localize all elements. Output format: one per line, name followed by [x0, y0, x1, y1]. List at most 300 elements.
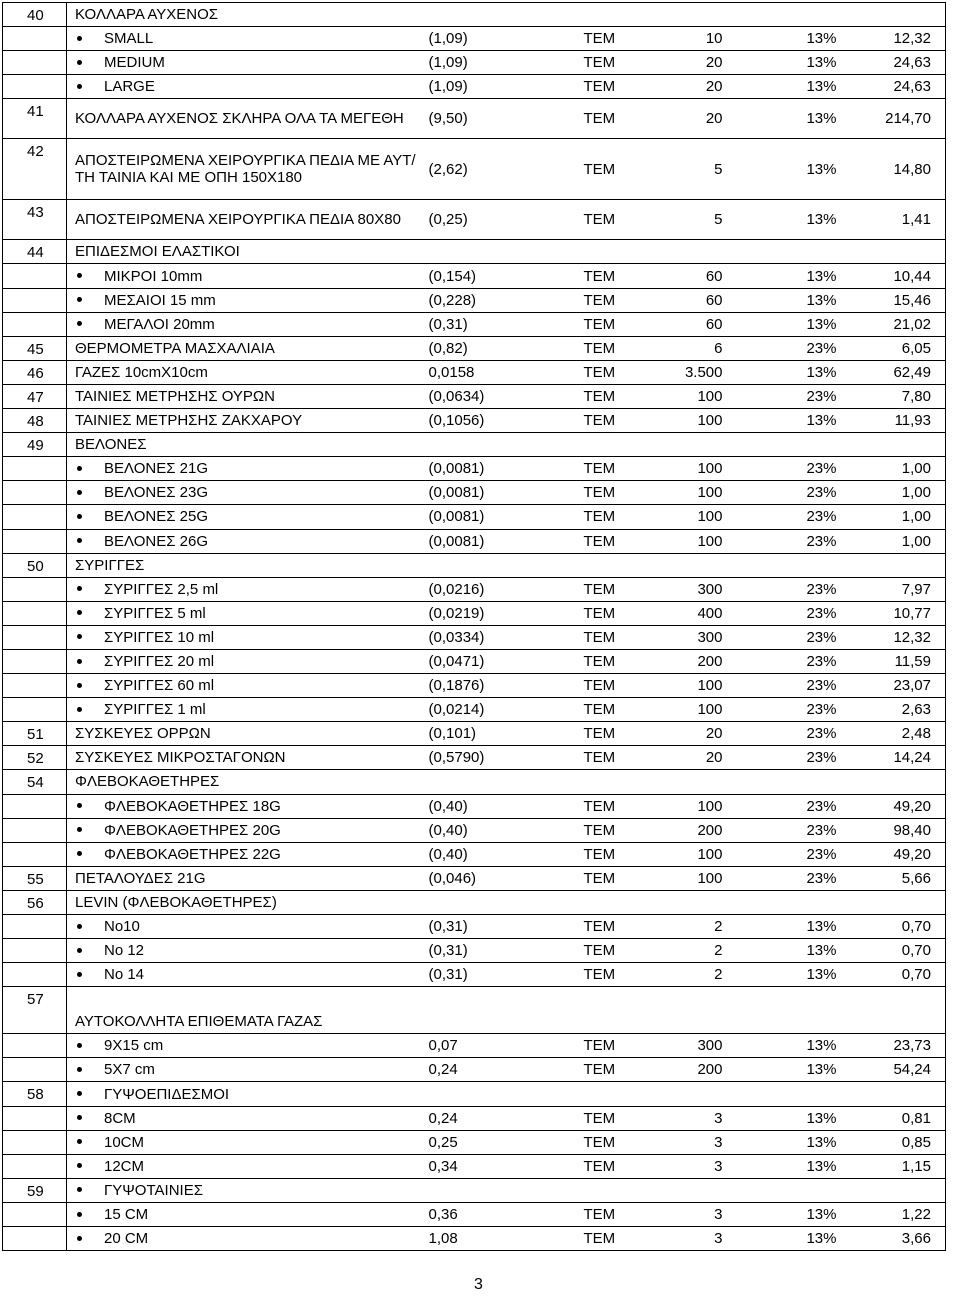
description-cell [67, 770, 423, 794]
code-cell-text: (2,62) [428, 160, 468, 178]
unit-cell [550, 601, 665, 625]
description-text: SMALL [104, 30, 154, 48]
code-cell [423, 529, 550, 553]
unit-cell [550, 3, 665, 27]
code-cell [423, 75, 550, 99]
code-cell [423, 99, 550, 139]
description-cell [67, 312, 423, 336]
unit-cell-text: ΤΕΜ [583, 918, 616, 936]
price-cell-text: 23,07 [893, 677, 931, 695]
bullet-icon [77, 1091, 82, 1096]
description-text: ΒΕΛΟΝΕΣ 23G [104, 484, 209, 502]
description-text: ΓΥΨΟΤΑΙΝΙΕΣ [104, 1181, 203, 1199]
price-cell [847, 139, 946, 200]
price-cell [847, 915, 946, 939]
description-text: Nο 14 [104, 966, 145, 984]
description-cell [67, 1227, 423, 1251]
item-number-cell [3, 1058, 67, 1082]
item-number-cell [3, 75, 67, 99]
code-cell [423, 51, 550, 75]
code-cell [423, 3, 550, 27]
code-cell [423, 842, 550, 866]
unit-cell [550, 890, 665, 914]
code-cell [423, 866, 550, 890]
unit-cell [550, 240, 665, 264]
quantity-cell-text: 10 [705, 30, 723, 48]
code-cell-text: (0,40) [428, 845, 468, 863]
code-cell-text: (0,40) [428, 797, 468, 815]
quantity-cell [665, 481, 765, 505]
unit-cell-text: ΤΕΜ [583, 78, 616, 96]
description-text: 8CM [104, 1109, 136, 1127]
price-cell [847, 99, 946, 139]
code-cell-text: 1,08 [428, 1230, 458, 1248]
item-number-cell [3, 336, 67, 360]
description-cell [67, 939, 423, 963]
vat-cell-text: 23% [806, 701, 837, 719]
price-cell [847, 1082, 946, 1106]
description-cell [67, 384, 423, 408]
item-number-cell [3, 384, 67, 408]
item-number-cell-text: 50 [27, 557, 44, 575]
item-number-cell [3, 457, 67, 481]
price-cell [847, 601, 946, 625]
unit-cell-text: ΤΕΜ [583, 677, 616, 695]
price-cell-text: 62,49 [893, 363, 931, 381]
quantity-cell [665, 75, 765, 99]
vat-cell-text: 13% [806, 1230, 837, 1248]
description-text: ΓΑΖΕΣ 10cmX10cm [75, 363, 208, 381]
description-cell [67, 746, 423, 770]
description-cell [67, 866, 423, 890]
quantity-cell-text: 400 [697, 604, 723, 622]
price-cell [847, 200, 946, 240]
bullet-icon [77, 634, 82, 639]
unit-cell [550, 1130, 665, 1154]
price-cell [847, 288, 946, 312]
item-number-cell-text: 49 [27, 437, 44, 455]
price-cell-text: 1,00 [901, 532, 931, 550]
code-cell [423, 890, 550, 914]
description-cell [67, 674, 423, 698]
item-number-cell [3, 674, 67, 698]
quantity-cell [665, 336, 765, 360]
unit-cell-text: ΤΕΜ [583, 1037, 616, 1055]
table-row [3, 625, 946, 649]
price-cell-text: 0,70 [901, 918, 931, 936]
quantity-cell-text: 100 [697, 869, 723, 887]
vat-cell-text: 13% [806, 211, 837, 229]
unit-cell-text: ΤΕΜ [583, 749, 616, 767]
price-cell [847, 866, 946, 890]
unit-cell [550, 987, 665, 1034]
unit-cell-text: ΤΕΜ [583, 1230, 616, 1248]
description-text: ΒΕΛΟΝΕΣ 26G [104, 532, 209, 550]
table-row [3, 457, 946, 481]
unit-cell-text: ΤΕΜ [583, 339, 616, 357]
quantity-cell-text: 100 [697, 845, 723, 863]
quantity-cell [665, 1034, 765, 1058]
description-text: ΑΠΟΣΤΕΙΡΩΜΕΝΑ ΧΕΙΡΟΥΡΓΙΚΑ ΠΕΔΙΑ 80Χ80 [75, 211, 401, 229]
unit-cell [550, 139, 665, 200]
quantity-cell [665, 1227, 765, 1251]
unit-cell-text: ΤΕΜ [583, 653, 616, 671]
bullet-icon [77, 948, 82, 953]
quantity-cell [665, 1106, 765, 1130]
vat-cell-text: 13% [806, 942, 837, 960]
quantity-cell [665, 505, 765, 529]
table-row [3, 240, 946, 264]
vat-cell-text: 23% [806, 460, 837, 478]
unit-cell [550, 1058, 665, 1082]
vat-cell-text: 23% [806, 869, 837, 887]
description-text: ΣΥΡΙΓΓΕΣ [75, 556, 145, 574]
description-text: ΣΥΡΙΓΓΕΣ 60 ml [104, 677, 215, 695]
price-cell-text: 0,70 [901, 966, 931, 984]
description-text: ΒΕΛΟΝΕΣ 25G [104, 508, 209, 526]
price-cell-text: 1,00 [901, 484, 931, 502]
vat-cell-text: 23% [806, 508, 837, 526]
price-cell [847, 674, 946, 698]
vat-cell-text: 23% [806, 821, 837, 839]
quantity-cell [665, 457, 765, 481]
code-cell [423, 601, 550, 625]
description-text: ΦΛΕΒΟΚΑΘΕΤΗΡΕΣ 22G [104, 845, 281, 863]
vat-cell-text: 13% [806, 315, 837, 333]
price-cell [847, 794, 946, 818]
unit-cell [550, 75, 665, 99]
vat-cell-text: 23% [806, 580, 837, 598]
vat-cell [765, 1106, 847, 1130]
quantity-cell [665, 987, 765, 1034]
description-cell [67, 529, 423, 553]
table-row [3, 698, 946, 722]
price-cell [847, 770, 946, 794]
code-cell-text: (0,5790) [428, 749, 485, 767]
quantity-cell-text: 300 [697, 1037, 723, 1055]
quantity-cell [665, 312, 765, 336]
description-cell [67, 433, 423, 457]
price-cell [847, 939, 946, 963]
item-number-cell-text: 44 [27, 244, 44, 262]
unit-cell [550, 770, 665, 794]
unit-cell-text: ΤΕΜ [583, 797, 616, 815]
quantity-cell [665, 770, 765, 794]
code-cell [423, 288, 550, 312]
item-number-cell [3, 915, 67, 939]
quantity-cell [665, 915, 765, 939]
code-cell-text: (0,31) [428, 966, 468, 984]
code-cell [423, 139, 550, 200]
description-text: 5Χ7 cm [104, 1061, 155, 1079]
unit-cell-text: ΤΕΜ [583, 460, 616, 478]
code-cell [423, 409, 550, 433]
price-cell [847, 818, 946, 842]
vat-cell [765, 601, 847, 625]
description-cell [67, 505, 423, 529]
code-cell-text: (0,228) [428, 291, 477, 309]
vat-cell [765, 1130, 847, 1154]
code-cell-text: 0,07 [428, 1037, 458, 1055]
unit-cell [550, 433, 665, 457]
bullet-icon [77, 610, 82, 615]
price-cell-text: 2,63 [901, 701, 931, 719]
item-number-cell [3, 1034, 67, 1058]
quantity-cell [665, 200, 765, 240]
unit-cell [550, 698, 665, 722]
code-cell [423, 384, 550, 408]
quantity-cell-text: 200 [697, 653, 723, 671]
vat-cell-text: 23% [806, 387, 837, 405]
description-cell [67, 963, 423, 987]
vat-cell-text: 23% [806, 845, 837, 863]
table-row [3, 27, 946, 51]
unit-cell-text: ΤΕΜ [583, 580, 616, 598]
item-number-cell [3, 963, 67, 987]
vat-cell [765, 3, 847, 27]
bullet-icon [77, 972, 82, 977]
description-text: ΤΑΙΝΙΕΣ ΜΕΤΡΗΣΗΣ ΟΥΡΩΝ [75, 387, 275, 405]
table-row [3, 553, 946, 577]
vat-cell [765, 1227, 847, 1251]
bullet-icon [77, 1236, 82, 1241]
price-cell [847, 1178, 946, 1202]
table-row [3, 601, 946, 625]
table-row [3, 794, 946, 818]
description-cell [67, 264, 423, 288]
unit-cell-text: ΤΕΜ [583, 725, 616, 743]
price-cell-text: 0,85 [901, 1133, 931, 1151]
code-cell-text: 0,24 [428, 1061, 458, 1079]
price-cell [847, 722, 946, 746]
quantity-cell-text: 2 [714, 966, 723, 984]
unit-cell-text: ΤΕΜ [583, 363, 616, 381]
code-cell [423, 240, 550, 264]
vat-cell-text: 23% [806, 797, 837, 815]
description-text: 20 CM [104, 1230, 149, 1248]
table-row [3, 1082, 946, 1106]
description-text: ΚΟΛΛΑΡΑ ΑΥΧΕΝΟΣ ΣΚΛΗΡΑ ΟΛΑ ΤΑ ΜΕΓΕΘΗ [75, 110, 404, 128]
item-number-cell-text: 42 [27, 143, 44, 161]
vat-cell [765, 27, 847, 51]
code-cell-text: (0,31) [428, 918, 468, 936]
price-cell-text: 98,40 [893, 821, 931, 839]
description-text: 10CM [104, 1133, 145, 1151]
vat-cell [765, 1178, 847, 1202]
item-number-cell [3, 866, 67, 890]
item-number-cell-text: 55 [27, 870, 44, 888]
quantity-cell [665, 1130, 765, 1154]
price-cell-text: 49,20 [893, 845, 931, 863]
description-text: ΤΑΙΝΙΕΣ ΜΕΤΡΗΣΗΣ ΖΑΚΧΑΡΟΥ [75, 412, 303, 430]
table-row [3, 649, 946, 673]
vat-cell-text: 13% [806, 1037, 837, 1055]
code-cell [423, 1154, 550, 1178]
quantity-cell-text: 100 [697, 412, 723, 430]
price-cell [847, 625, 946, 649]
quantity-cell [665, 746, 765, 770]
table-row [3, 481, 946, 505]
item-number-cell [3, 505, 67, 529]
vat-cell [765, 553, 847, 577]
description-text: ΣΥΡΙΓΓΕΣ 10 ml [104, 628, 215, 646]
quantity-cell [665, 890, 765, 914]
vat-cell [765, 1154, 847, 1178]
price-cell-text: 7,97 [901, 580, 931, 598]
description-text: ΣΥΣΚΕΥΕΣ ΟΡΡΩΝ [75, 725, 211, 743]
item-number-cell [3, 842, 67, 866]
code-cell [423, 794, 550, 818]
description-text: ΓΥΨΟΕΠΙΔΕΣΜΟΙ [104, 1085, 230, 1103]
vat-cell-text: 23% [806, 653, 837, 671]
vat-cell [765, 505, 847, 529]
vat-cell [765, 360, 847, 384]
price-cell [847, 649, 946, 673]
price-cell-text: 12,32 [893, 30, 931, 48]
item-number-cell [3, 553, 67, 577]
item-number-cell [3, 51, 67, 75]
code-cell-text: (0,0081) [428, 460, 485, 478]
code-cell-text: (0,82) [428, 339, 468, 357]
description-cell [67, 722, 423, 746]
bullet-icon [77, 1115, 82, 1120]
quantity-cell-text: 3 [714, 1133, 723, 1151]
quantity-cell [665, 866, 765, 890]
quantity-cell-text: 3 [714, 1109, 723, 1127]
price-cell [847, 1034, 946, 1058]
price-cell [847, 987, 946, 1034]
item-number-cell [3, 625, 67, 649]
unit-cell [550, 99, 665, 139]
quantity-cell [665, 360, 765, 384]
unit-cell [550, 27, 665, 51]
description-cell [67, 3, 423, 27]
description-text: ΑΠΟΣΤΕΙΡΩΜΕΝΑ ΧΕΙΡΟΥΡΓΙΚΑ ΠΕΔΙΑ ΜΕ ΑΥΤ/ΤΗ ΤΑΙΝΙΑ ΚΑΙ ΜΕ ΟΠΗ 150Χ180 [75, 152, 416, 187]
price-cell-text: 7,80 [901, 387, 931, 405]
code-cell [423, 818, 550, 842]
quantity-cell [665, 698, 765, 722]
description-cell [67, 1130, 423, 1154]
description-text: 9Χ15 cm [104, 1037, 164, 1055]
quantity-cell [665, 3, 765, 27]
quantity-cell-text: 100 [697, 484, 723, 502]
code-cell [423, 915, 550, 939]
price-cell-text: 15,46 [893, 291, 931, 309]
price-cell-text: 14,24 [893, 749, 931, 767]
unit-cell [550, 1178, 665, 1202]
quantity-cell-text: 3.500 [684, 363, 723, 381]
code-cell [423, 505, 550, 529]
price-cell-text: 1,00 [901, 460, 931, 478]
item-number-cell [3, 890, 67, 914]
code-cell-text: (0,40) [428, 821, 468, 839]
description-text: ΕΠΙΔΕΣΜΟΙ ΕΛΑΣΤΙΚΟΙ [75, 243, 240, 261]
quantity-cell [665, 264, 765, 288]
quantity-cell [665, 529, 765, 553]
description-cell [67, 698, 423, 722]
vat-cell [765, 1034, 847, 1058]
code-cell [423, 360, 550, 384]
vat-cell-text: 13% [806, 412, 837, 430]
price-cell-text: 11,59 [894, 653, 931, 671]
quantity-cell-text: 20 [705, 78, 723, 96]
vat-cell [765, 409, 847, 433]
quantity-cell-text: 100 [697, 387, 723, 405]
description-cell [67, 457, 423, 481]
quantity-cell-text: 300 [697, 580, 723, 598]
vat-cell-text: 23% [806, 339, 837, 357]
code-cell [423, 1058, 550, 1082]
vat-cell [765, 866, 847, 890]
quantity-cell [665, 1178, 765, 1202]
quantity-cell [665, 1154, 765, 1178]
code-cell-text: (1,09) [428, 78, 468, 96]
quantity-cell [665, 384, 765, 408]
price-cell [847, 746, 946, 770]
vat-cell-text: 13% [806, 30, 837, 48]
vat-cell [765, 264, 847, 288]
unit-cell [550, 625, 665, 649]
code-cell [423, 1082, 550, 1106]
code-cell-text: (0,046) [428, 869, 477, 887]
vat-cell-text: 13% [806, 918, 837, 936]
item-number-cell [3, 722, 67, 746]
description-cell [67, 51, 423, 75]
unit-cell-text: ΤΕΜ [583, 1157, 616, 1175]
item-number-cell [3, 409, 67, 433]
bullet-icon [77, 803, 82, 808]
code-cell [423, 200, 550, 240]
description-text: ΜΙΚΡΟΙ 10mm [104, 267, 203, 285]
item-number-cell-text: 48 [27, 413, 44, 431]
price-cell [847, 963, 946, 987]
code-cell [423, 987, 550, 1034]
table-row [3, 890, 946, 914]
quantity-cell [665, 99, 765, 139]
code-cell-text: (0,154) [428, 267, 477, 285]
bullet-icon [77, 1212, 82, 1217]
table-row [3, 866, 946, 890]
vat-cell [765, 51, 847, 75]
description-text: ΣΥΡΙΓΓΕΣ 20 ml [104, 653, 215, 671]
table-row [3, 1227, 946, 1251]
description-cell [67, 1154, 423, 1178]
description-cell [67, 1202, 423, 1226]
code-cell [423, 1130, 550, 1154]
unit-cell [550, 1082, 665, 1106]
vat-cell [765, 818, 847, 842]
quantity-cell-text: 2 [714, 918, 723, 936]
item-number-cell-text: 40 [27, 7, 44, 24]
quantity-cell-text: 100 [697, 460, 723, 478]
item-number-cell-text: 52 [27, 750, 44, 768]
table-row [3, 264, 946, 288]
bullet-icon [77, 273, 82, 278]
item-number-cell [3, 698, 67, 722]
table-row [3, 1034, 946, 1058]
code-cell-text: (0,101) [428, 725, 477, 743]
item-number-cell-text: 46 [27, 364, 44, 382]
quantity-cell [665, 139, 765, 200]
vat-cell [765, 794, 847, 818]
price-cell-text: 6,05 [901, 339, 931, 357]
code-cell-text: (0,0214) [428, 701, 485, 719]
price-cell-text: 10,77 [893, 604, 931, 622]
description-text: MEDIUM [104, 54, 165, 72]
bullet-icon [77, 1163, 82, 1168]
table-row [3, 360, 946, 384]
code-cell [423, 939, 550, 963]
